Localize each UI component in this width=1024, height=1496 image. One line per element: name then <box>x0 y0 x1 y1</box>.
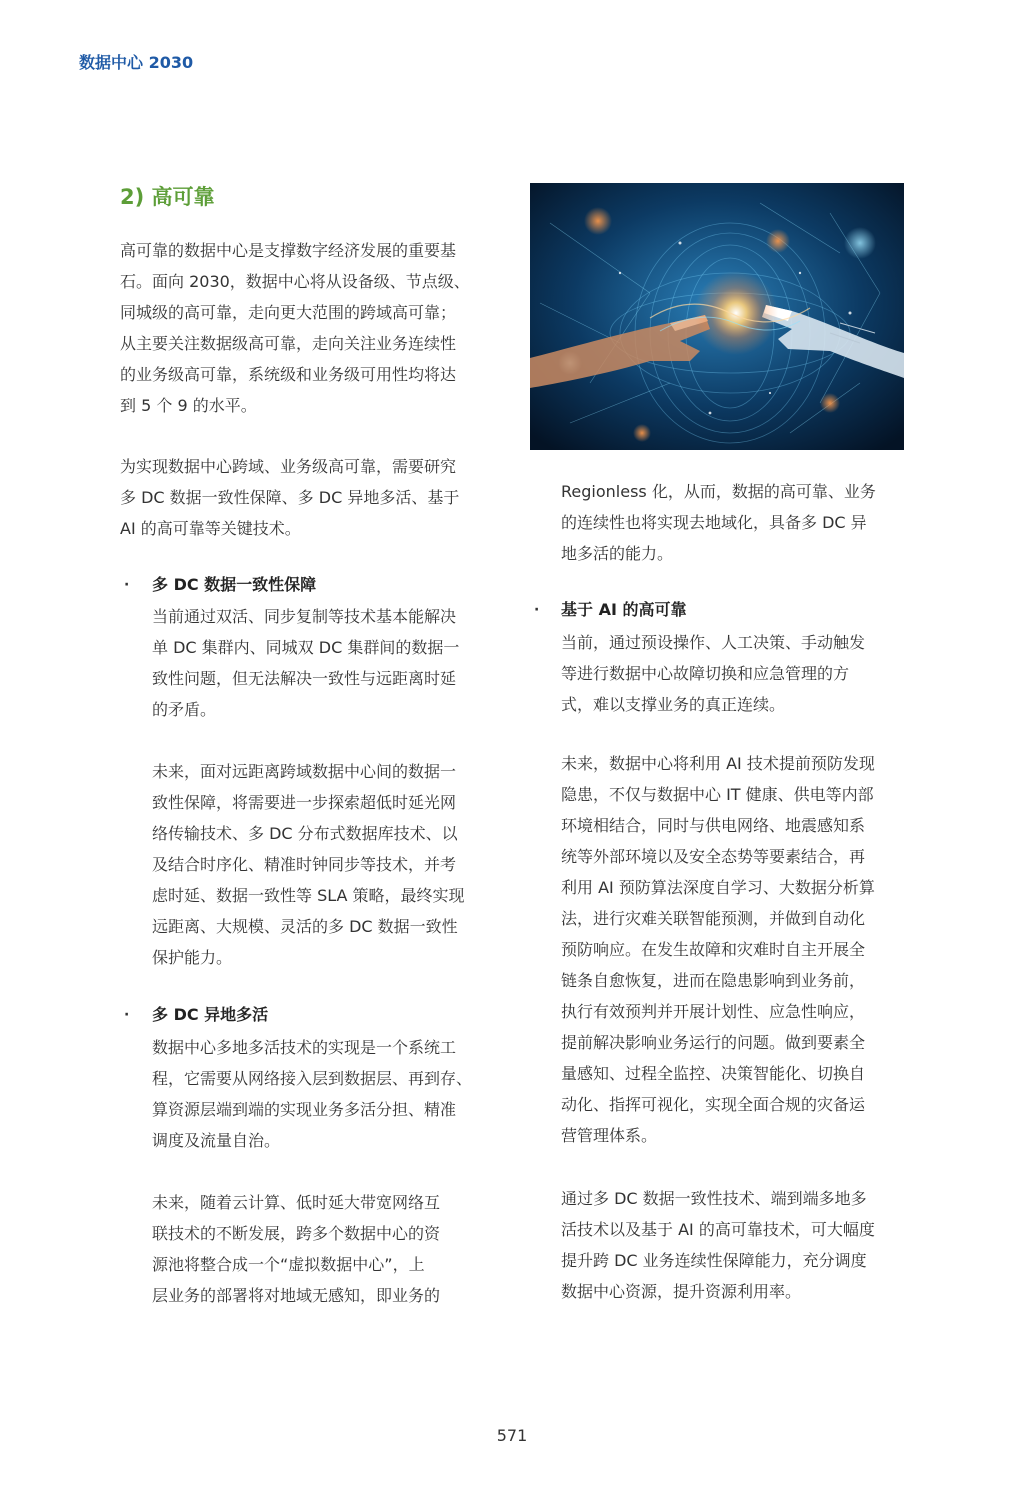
text-line: 的矛盾。 <box>152 700 217 719</box>
bullet-paragraph <box>152 756 465 973</box>
text-line: AI 的高可靠等关键技术。 <box>120 519 301 538</box>
text-line: 联技术的不断发展，跨多个数据中心的资 <box>152 1224 441 1243</box>
bullet-paragraph <box>561 748 875 1151</box>
text-line: 保护能力。 <box>152 948 233 967</box>
text-line: 营管理体系。 <box>561 1126 658 1145</box>
text-line: 从主要关注数据级高可靠，走向关注业务连续性 <box>120 334 457 353</box>
text-line: 动化、指挥可视化，实现全面合规的灾备运 <box>561 1095 866 1114</box>
text-line: 为实现数据中心跨域、业务级高可靠，需要研究 <box>120 457 457 476</box>
bullet-title: 多 DC 异地多活 <box>152 1005 269 1024</box>
text-line: 算资源层端到端的实现业务多活分担、精准 <box>152 1100 457 1119</box>
text-line: 统等外部环境以及安全态势等要素结合，再 <box>561 847 866 866</box>
bullet-paragraph <box>152 601 459 725</box>
text-line: 提升跨 DC 业务连续性保障能力，充分调度 <box>561 1251 867 1270</box>
text-line: 未来，面对远距离跨域数据中心间的数据一 <box>152 762 457 781</box>
text-line: 环境相结合，同时与供电网络、地震感知系 <box>561 816 866 835</box>
bullet-marker: · <box>534 602 540 618</box>
text-line: 层业务的部署将对地域无感知，即业务的 <box>152 1286 441 1305</box>
text-line: 式，难以支撑业务的真正连续。 <box>561 695 786 714</box>
text-line: 地多活的能力。 <box>561 544 674 563</box>
text-line: 预防响应。在发生故障和灾难时自主开展全 <box>561 940 866 959</box>
text-line: 远距离、大规模、灵活的多 DC 数据一致性 <box>152 917 458 936</box>
text-line: 致性保障，将需要进一步探索超低时延光网 <box>152 793 457 812</box>
text-line: 调度及流量自治。 <box>152 1131 281 1150</box>
text-line: 高可靠的数据中心是支撑数字经济发展的重要基 <box>120 241 457 260</box>
hand-robot-touch-illustration <box>530 183 904 450</box>
text-line: Regionless 化，从而，数据的高可靠、业务 <box>561 482 876 501</box>
text-line: 到 5 个 9 的水平。 <box>120 396 257 415</box>
text-line: 的业务级高可靠，系统级和业务级可用性均将达 <box>120 365 457 384</box>
text-line: 单 DC 集群内、同城双 DC 集群间的数据一 <box>152 638 460 657</box>
bullet-paragraph <box>152 1187 440 1311</box>
bullet-paragraph <box>152 1032 472 1156</box>
text-line: 提前解决影响业务运行的问题。做到要素全 <box>561 1033 866 1052</box>
text-line: 源池将整合成一个“虚拟数据中心”，上 <box>152 1255 425 1274</box>
bullet-title: 多 DC 数据一致性保障 <box>152 575 317 594</box>
bullet-title: 基于 AI 的高可靠 <box>561 600 687 619</box>
text-line: 未来，随着云计算、低时延大带宽网络互 <box>152 1193 441 1212</box>
text-line: 数据中心多地多活技术的实现是一个系统工 <box>152 1038 457 1057</box>
text-line: 络传输技术、多 DC 分布式数据库技术、以 <box>152 824 458 843</box>
text-line: 等进行数据中心故障切换和应急管理的方 <box>561 664 850 683</box>
intro-paragraph <box>120 235 470 421</box>
text-line: 当前通过双活、同步复制等技术基本能解决 <box>152 607 457 626</box>
text-line: 利用 AI 预防算法深度自学习、大数据分析算 <box>561 878 875 897</box>
research-paragraph <box>120 451 459 544</box>
running-header: 数据中心 2030 <box>79 53 194 72</box>
text-line: 通过多 DC 数据一致性技术、端到端多地多 <box>561 1189 867 1208</box>
text-line: 程，它需要从网络接入层到数据层、再到存、 <box>152 1069 473 1088</box>
bullet-marker: · <box>124 577 130 593</box>
text-line: 当前，通过预设操作、人工决策、手动触发 <box>561 633 866 652</box>
text-line: 隐患，不仅与数据中心 IT 健康、供电等内部 <box>561 785 874 804</box>
text-line: 虑时延、数据一致性等 SLA 策略，最终实现 <box>152 886 465 905</box>
summary-paragraph <box>561 1183 875 1307</box>
bullet-marker: · <box>124 1007 130 1023</box>
section-heading: 2) 高可靠 <box>120 185 215 209</box>
bullet-paragraph <box>561 627 865 720</box>
hero-image <box>530 183 904 450</box>
continuation-paragraph <box>561 476 876 569</box>
text-line: 活技术以及基于 AI 的高可靠技术，可大幅度 <box>561 1220 875 1239</box>
text-line: 链条自愈恢复，进而在隐患影响到业务前， <box>561 971 866 990</box>
text-line: 量感知、过程全监控、决策智能化、切换自 <box>561 1064 866 1083</box>
page-number: 571 <box>496 1426 528 1445</box>
text-line: 执行有效预判并开展计划性、应急性响应， <box>561 1002 866 1021</box>
text-line: 及结合时序化、精准时钟同步等技术，并考 <box>152 855 457 874</box>
text-line: 多 DC 数据一致性保障、多 DC 异地多活、基于 <box>120 488 460 507</box>
text-line: 未来，数据中心将利用 AI 技术提前预防发现 <box>561 754 875 773</box>
text-line: 数据中心资源，提升资源利用率。 <box>561 1282 802 1301</box>
text-line: 法，进行灾难关联智能预测，并做到自动化 <box>561 909 866 928</box>
text-line: 的连续性也将实现去地域化，具备多 DC 异 <box>561 513 867 532</box>
text-line: 致性问题，但无法解决一致性与远距离时延 <box>152 669 457 688</box>
text-line: 石。面向 2030，数据中心将从设备级、节点级、 <box>120 272 470 291</box>
text-line: 同城级的高可靠，走向更大范围的跨域高可靠； <box>120 303 457 322</box>
